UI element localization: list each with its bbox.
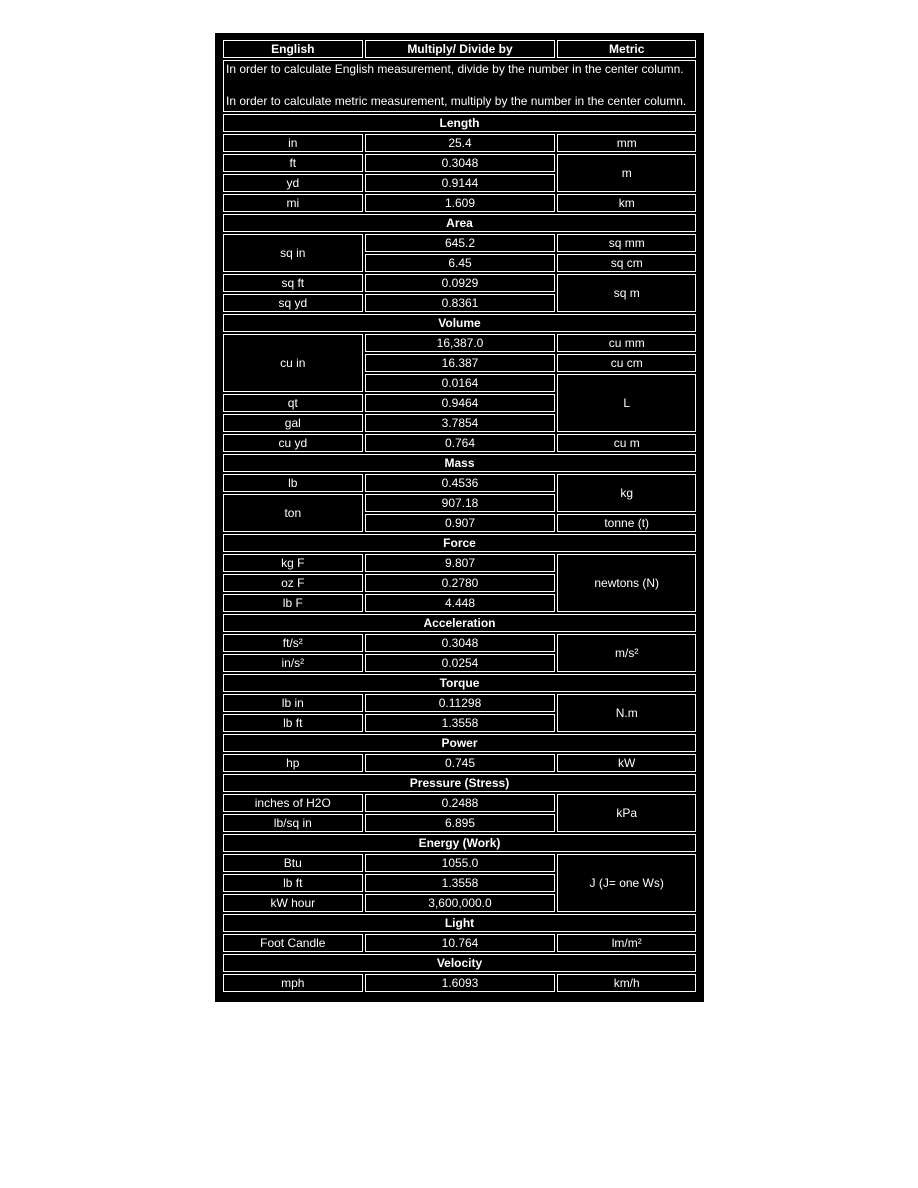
section-title-power: Power [223,734,696,752]
metric-unit: L [557,374,696,432]
english-unit: lb [223,474,363,492]
conversion-factor: 10.764 [365,934,556,952]
section-row [223,914,696,932]
metric-unit: newtons (N) [557,554,696,612]
english-unit: hp [223,754,363,772]
metric-unit: sq mm [557,234,696,252]
english-unit: lb in [223,694,363,712]
english-unit: inches of H2O [223,794,363,812]
english-column-header: English [223,40,363,58]
section-row [223,734,696,752]
conversion-factor: 1.6093 [365,974,556,992]
section-title-pressure: Pressure (Stress) [223,774,696,792]
conversion-factor: 0.907 [365,514,556,532]
metric-unit: cu mm [557,334,696,352]
section-row [223,314,696,332]
metric-unit: km [557,194,696,212]
conversion-factor: 0.764 [365,434,556,452]
instructions-row [223,60,696,112]
section-row [223,954,696,972]
section-row [223,674,696,692]
conversion-factor: 1.3558 [365,874,556,892]
factor-column-header: Multiply/ Divide by [365,40,556,58]
english-unit: yd [223,174,363,192]
section-row [223,454,696,472]
conversion-factor: 25.4 [365,134,556,152]
conversion-factor: 0.3048 [365,154,556,172]
conversion-factor: 3.7854 [365,414,556,432]
instruction-metric: In order to calculate metric measurement, multiply by the number in the center column. [226,94,687,108]
metric-column-header: Metric [557,40,696,58]
section-title-length: Length [223,114,696,132]
metric-unit: kW [557,754,696,772]
english-unit: in/s² [223,654,363,672]
conversion-factor: 907.18 [365,494,556,512]
table-row [223,334,696,352]
metric-unit: tonne (t) [557,514,696,532]
english-unit: mph [223,974,363,992]
conversion-factor: 1.609 [365,194,556,212]
section-row [223,114,696,132]
table-row [223,974,696,992]
section-row [223,534,696,552]
english-unit: oz F [223,574,363,592]
conversion-factor: 0.3048 [365,634,556,652]
conversion-factor: 0.2780 [365,574,556,592]
section-title-mass: Mass [223,454,696,472]
conversion-factor: 0.9464 [365,394,556,412]
conversion-factor: 1.3558 [365,714,556,732]
section-title-torque: Torque [223,674,696,692]
table-row [223,694,696,712]
metric-unit: cu cm [557,354,696,372]
english-unit: ft [223,154,363,172]
english-unit: lb/sq in [223,814,363,832]
conversion-factor: 0.0254 [365,654,556,672]
english-unit: qt [223,394,363,412]
section-title-acceleration: Acceleration [223,614,696,632]
metric-unit: km/h [557,974,696,992]
conversion-factor: 4.448 [365,594,556,612]
section-row [223,214,696,232]
metric-unit: cu m [557,434,696,452]
conversion-factor: 0.0929 [365,274,556,292]
metric-unit: lm/m² [557,934,696,952]
conversion-factor: 0.11298 [365,694,556,712]
english-unit: ton [223,494,363,532]
table-row [223,154,696,172]
conversion-factor: 0.9144 [365,174,556,192]
english-unit: sq yd [223,294,363,312]
english-unit: Btu [223,854,363,872]
conversion-table [221,38,698,994]
conversion-factor: 9.807 [365,554,556,572]
table-row [223,134,696,152]
table-row [223,474,696,492]
header-row [223,40,696,58]
section-title-area: Area [223,214,696,232]
table-row [223,634,696,652]
metric-unit: mm [557,134,696,152]
conversion-factor: 6.895 [365,814,556,832]
instructions-cell [223,60,696,112]
conversion-factor: 6.45 [365,254,556,272]
table-row [223,934,696,952]
english-unit: cu yd [223,434,363,452]
metric-unit: kPa [557,794,696,832]
english-unit: lb F [223,594,363,612]
english-unit: Foot Candle [223,934,363,952]
table-row [223,754,696,772]
conversion-factor: 16,387.0 [365,334,556,352]
table-row [223,274,696,292]
english-unit: sq ft [223,274,363,292]
metric-unit: sq cm [557,254,696,272]
metric-unit: J (J= one Ws) [557,854,696,912]
english-unit: kg F [223,554,363,572]
section-row [223,614,696,632]
section-title-velocity: Velocity [223,954,696,972]
table-row [223,854,696,872]
section-title-light: Light [223,914,696,932]
metric-unit: m [557,154,696,192]
metric-unit: sq m [557,274,696,312]
english-unit: in [223,134,363,152]
table-row [223,554,696,572]
conversion-factor: 0.0164 [365,374,556,392]
conversion-factor: 0.8361 [365,294,556,312]
section-title-volume: Volume [223,314,696,332]
english-unit: lb ft [223,714,363,732]
conversion-factor: 645.2 [365,234,556,252]
section-title-energy: Energy (Work) [223,834,696,852]
table-row [223,194,696,212]
section-title-force: Force [223,534,696,552]
instruction-english: In order to calculate English measurement, divide by the number in the center column. [226,62,684,76]
english-unit: sq in [223,234,363,272]
conversion-chart [215,33,704,1002]
section-row [223,774,696,792]
conversion-factor: 0.2488 [365,794,556,812]
table-row [223,794,696,812]
table-row [223,434,696,452]
english-unit: lb ft [223,874,363,892]
conversion-factor: 3,600,000.0 [365,894,556,912]
conversion-factor: 16.387 [365,354,556,372]
table-row [223,234,696,252]
english-unit: ft/s² [223,634,363,652]
section-row [223,834,696,852]
metric-unit: kg [557,474,696,512]
english-unit: mi [223,194,363,212]
english-unit: kW hour [223,894,363,912]
conversion-factor: 1055.0 [365,854,556,872]
english-unit: cu in [223,334,363,392]
metric-unit: m/s² [557,634,696,672]
conversion-factor: 0.4536 [365,474,556,492]
conversion-factor: 0.745 [365,754,556,772]
english-unit: gal [223,414,363,432]
metric-unit: N.m [557,694,696,732]
